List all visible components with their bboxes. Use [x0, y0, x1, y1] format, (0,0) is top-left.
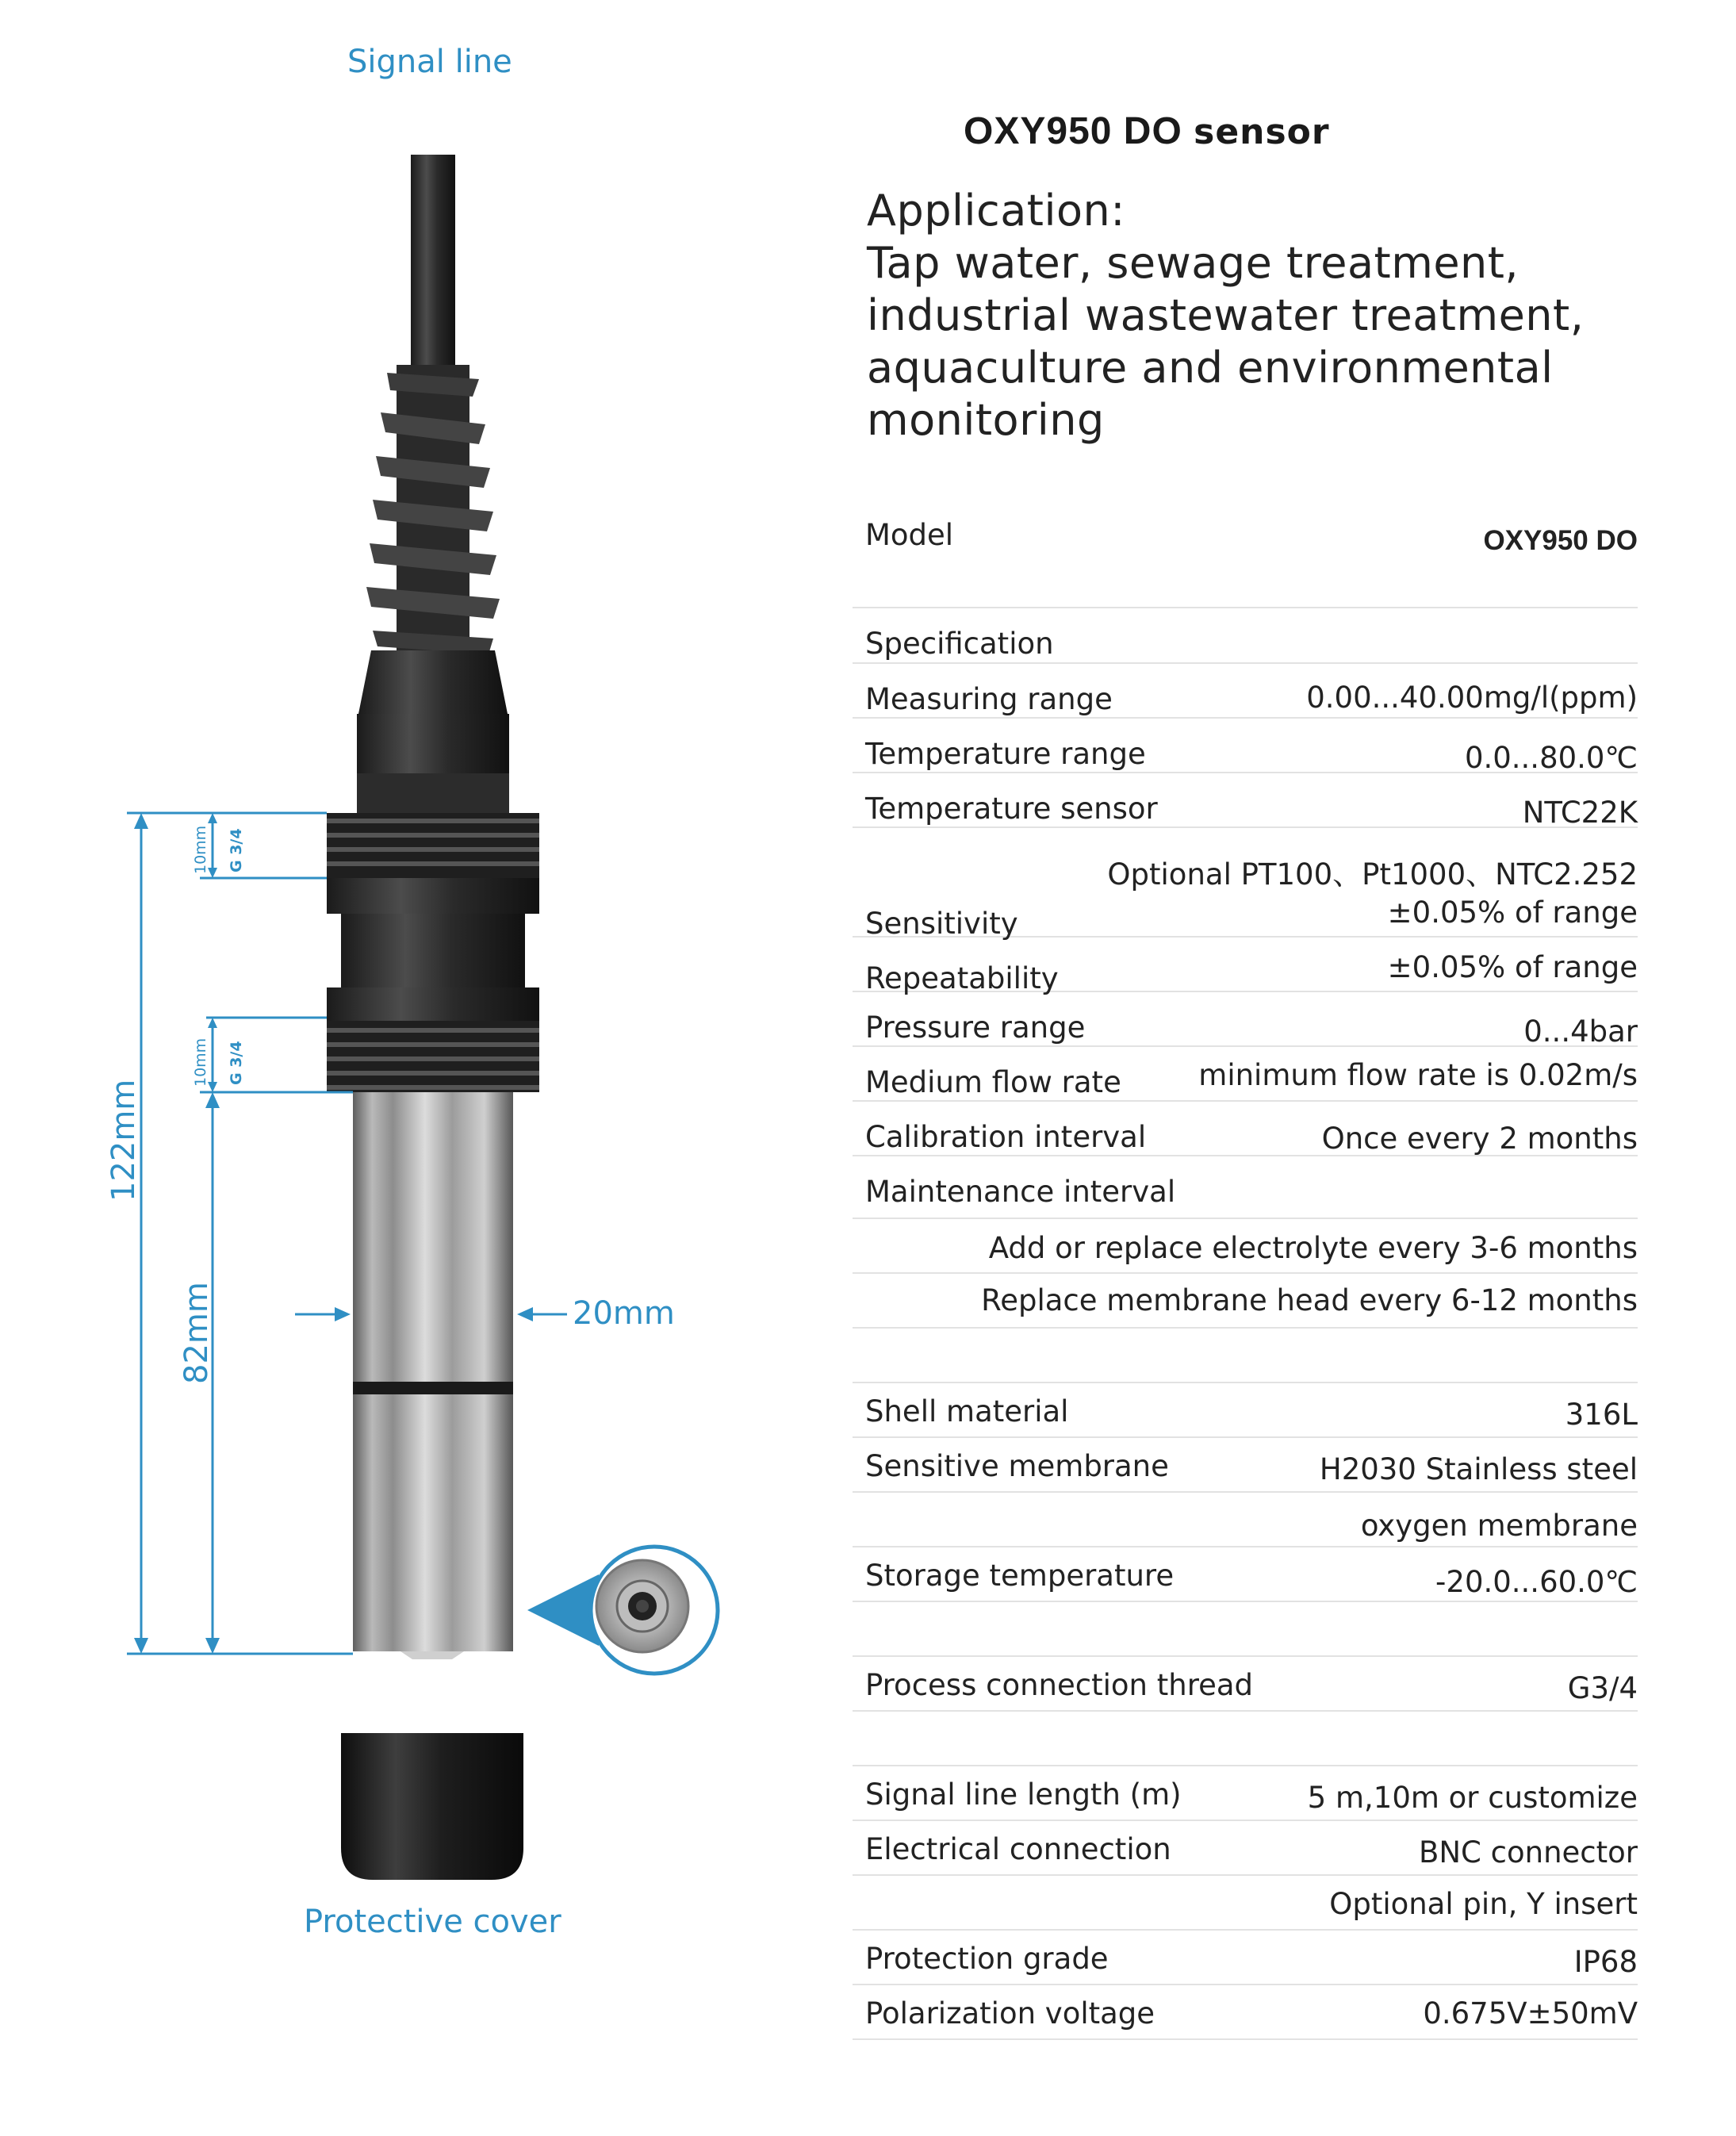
spec-key: Temperature sensor: [865, 792, 1158, 826]
spec-row-shell-material: [853, 1382, 1638, 1438]
spec-value: NTC22K: [1522, 796, 1638, 830]
upper-thread: [327, 813, 539, 878]
spec-key: Temperature range: [865, 737, 1146, 771]
spec-key: Repeatability: [865, 961, 1059, 995]
spec-value: minimum flow rate is 0.02m/s: [1198, 1058, 1638, 1092]
spec-value: ±0.05% of range: [1387, 895, 1638, 930]
spec-row-model: [853, 508, 1638, 608]
body-ring: [353, 1382, 513, 1394]
signal-cable: [411, 155, 455, 401]
spec-value: Add or replace electrolyte every 3-6 months: [988, 1231, 1638, 1265]
spec-value: IP68: [1573, 1945, 1638, 1979]
dimension-82mm: 82mm: [178, 1282, 215, 1384]
spec-row-spacer-3: [853, 1710, 1638, 1766]
spec-value: BNC connector: [1418, 1835, 1638, 1869]
spec-value: -20.0...60.0℃: [1435, 1565, 1638, 1599]
page-title: [964, 109, 1330, 153]
callout-pointer: [527, 1574, 599, 1646]
spec-row-electrical-connection-options: [853, 1874, 1638, 1931]
spec-row-spacer-1: [853, 1327, 1638, 1383]
signal-line-label: Signal line: [347, 44, 512, 80]
spec-row-sensitive-membrane-2: [853, 1491, 1638, 1547]
spec-value: 0.00...40.00mg/l(ppm): [1306, 681, 1638, 715]
dimension-10mm-top: 10mm: [192, 825, 209, 874]
spec-value: oxygen membrane: [1360, 1509, 1638, 1543]
spec-row-sensitivity: [853, 881, 1638, 941]
spec-row-protection-grade: [853, 1929, 1638, 1985]
spec-key: Polarization voltage: [865, 1996, 1155, 2031]
protective-cover: [341, 1733, 523, 1880]
spec-value: Optional PT100、Pt1000、NTC2.252: [1107, 857, 1638, 892]
spec-row-maintenance-electrolyte: [853, 1218, 1638, 1274]
spec-key: Sensitivity: [865, 907, 1018, 941]
spec-value: 0.675V±50mV: [1423, 1996, 1638, 2031]
spec-key: Storage temperature: [865, 1559, 1175, 1593]
spec-value: 0...4bar: [1523, 1014, 1638, 1049]
gland-nut: [357, 714, 509, 776]
spec-value: 0.0...80.0℃: [1464, 741, 1638, 775]
spec-row-specification: [853, 607, 1638, 664]
spec-key: Calibration interval: [865, 1120, 1147, 1154]
dimension-20mm: 20mm: [573, 1295, 675, 1332]
thread-label-top: G 3/4: [228, 828, 245, 872]
spec-row-electrical-connection: [853, 1820, 1638, 1876]
spec-key: Maintenance interval: [865, 1175, 1176, 1209]
spec-row-temperature-sensor-options: [853, 826, 1638, 892]
spec-row-sensitive-membrane: [853, 1436, 1638, 1493]
spec-key: Model: [865, 518, 954, 552]
stainless-body: [353, 1092, 513, 1651]
protective-cover-label: Protective cover: [304, 1904, 561, 1940]
spec-row-process-connection-thread: [853, 1655, 1638, 1712]
spec-value: 5 m,10m or customize: [1307, 1781, 1638, 1815]
strain-relief-spring: [366, 365, 500, 654]
spec-key: Specification: [865, 627, 1054, 661]
spec-row-medium-flow-rate: [853, 1045, 1638, 1102]
title-suffix: sensor: [1194, 112, 1330, 152]
spec-row-spacer-2: [853, 1601, 1638, 1657]
application-block: [867, 185, 1723, 447]
spec-row-signal-line-length: [853, 1765, 1638, 1821]
spec-key: Signal line length (m): [865, 1777, 1182, 1812]
spec-row-maintenance-membrane: [853, 1272, 1638, 1329]
spec-value: G3/4: [1567, 1671, 1638, 1705]
spec-key: Shell material: [865, 1394, 1069, 1428]
spec-key: Sensitive membrane: [865, 1449, 1169, 1483]
sensor-drawing: [0, 0, 793, 2136]
spec-key: Medium flow rate: [865, 1065, 1121, 1099]
spec-value: Optional pin, Y insert: [1329, 1887, 1638, 1921]
spec-key: Measuring range: [865, 682, 1113, 716]
spec-row-temperature-range: [853, 717, 1638, 773]
spec-row-measuring-range: [853, 662, 1638, 719]
thread-label-bottom: G 3/4: [228, 1041, 245, 1085]
dimension-122mm: 122mm: [105, 1079, 142, 1202]
spec-value: ±0.05% of range: [1387, 950, 1638, 984]
spec-row-polarization-voltage: [853, 1984, 1638, 2040]
gland-cone: [358, 650, 508, 714]
application-heading: Application:: [867, 186, 1125, 236]
spec-key: Process connection thread: [865, 1668, 1254, 1702]
spec-value: OXY950 DO: [1483, 525, 1638, 556]
application-text: Tap water, sewage treatment, industrial wastewater treatment, aquaculture and environmental monitoring: [867, 238, 1585, 445]
lower-thread: [327, 1021, 539, 1092]
spec-row-repeatability: [853, 936, 1638, 995]
spec-row-temperature-sensor: [853, 772, 1638, 828]
spec-value: H2030 Stainless steel: [1319, 1452, 1638, 1486]
spec-row-maintenance-interval: [853, 1155, 1638, 1219]
spec-value: Replace membrane head every 6-12 months: [981, 1283, 1638, 1317]
spec-row-calibration-interval: [853, 1100, 1638, 1156]
spec-row-pressure-range: [853, 991, 1638, 1047]
spec-row-storage-temperature: [853, 1546, 1638, 1602]
spec-key: Protection grade: [865, 1942, 1109, 1976]
spec-value: 316L: [1565, 1398, 1638, 1432]
title-model: OXY950 DO: [964, 110, 1182, 152]
spec-key: Pressure range: [865, 1010, 1086, 1045]
spec-value: Once every 2 months: [1321, 1122, 1638, 1156]
dimension-10mm-bottom: 10mm: [192, 1037, 209, 1087]
spec-key: Electrical connection: [865, 1832, 1171, 1866]
